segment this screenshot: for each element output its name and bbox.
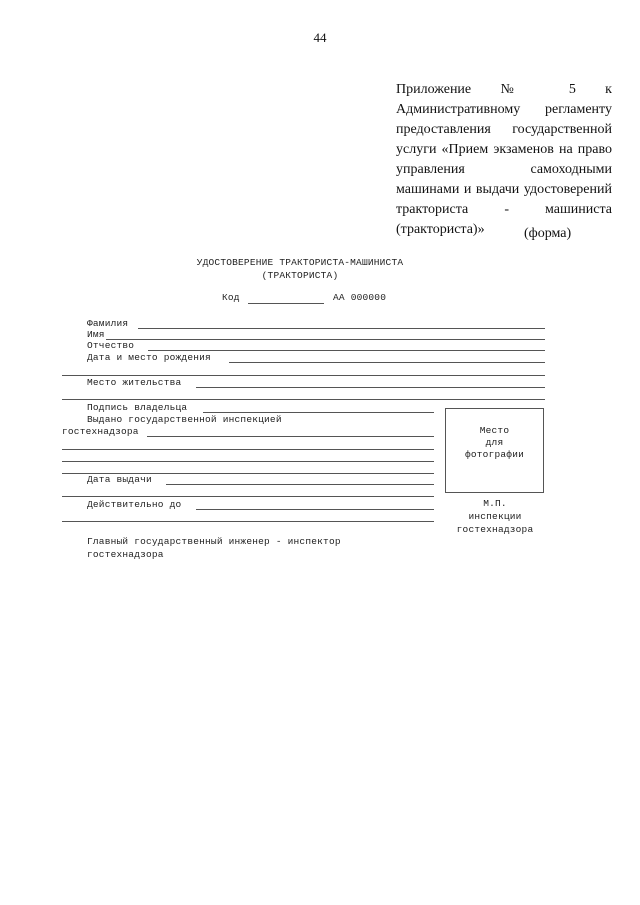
valid-until-label: Действительно до <box>87 499 182 510</box>
blank-line <box>62 375 545 376</box>
blank-line <box>62 449 434 450</box>
issued-by-line <box>147 436 434 437</box>
issued-by-label: Выдано государственной инспекцией <box>87 414 282 425</box>
residence-label: Место жительства <box>87 377 182 388</box>
photo-placeholder-text <box>446 425 543 461</box>
stamp-line3: гостехнадзора <box>456 524 534 535</box>
surname-line <box>138 328 545 329</box>
form-label: (форма) <box>524 226 572 241</box>
surname-label: Фамилия <box>87 318 129 329</box>
residence-line <box>196 387 545 388</box>
chief-line1: Главный государственный инженер - инспектор <box>87 536 341 547</box>
page-number: 44 <box>313 30 327 45</box>
photo-placeholder <box>445 408 544 493</box>
chief-line2: гостехнадзора <box>87 549 164 560</box>
birth-label: Дата и место рождения <box>87 352 211 363</box>
stamp-line1: М.П. <box>483 498 507 509</box>
name-line <box>106 339 545 340</box>
appendix-reference: Приложение № 5 к Административному регламенту предоставления государственной услуги «Прием экзаменов на право управления самоходными машинами и выдачи удостоверений тракториста - машиниста (тракториста)» <box>396 82 612 237</box>
blank-line <box>62 461 434 462</box>
blank-line <box>62 521 434 522</box>
stamp-line2: инспекции <box>468 511 522 522</box>
blank-line <box>62 496 434 497</box>
code-field-line <box>248 303 324 304</box>
birth-line <box>229 362 545 363</box>
issue-date-line <box>166 484 434 485</box>
series-number: АА 000000 <box>333 292 387 303</box>
owner-signature-line <box>203 412 434 413</box>
issue-date-label: Дата выдачи <box>87 474 152 485</box>
photo-text-line3: фотографии <box>464 449 524 460</box>
name-label: Имя <box>87 329 105 340</box>
code-label: Код <box>222 292 240 303</box>
chief-engineer-signature <box>87 535 341 561</box>
patronymic-label: Отчество <box>87 340 135 351</box>
certificate-title-line1: УДОСТОВЕРЕНИЕ ТРАКТОРИСТА-МАШИНИСТА <box>196 257 404 268</box>
certificate-title <box>150 256 450 282</box>
stamp-place <box>440 497 550 536</box>
owner-signature-label: Подпись владельца <box>87 402 188 413</box>
photo-text-line1: Место <box>479 425 510 436</box>
valid-until-line <box>196 509 434 510</box>
blank-line <box>62 399 545 400</box>
certificate-title-line2: (ТРАКТОРИСТА) <box>261 270 339 281</box>
patronymic-line <box>148 350 545 351</box>
photo-text-line2: для <box>485 437 504 448</box>
issued-by-label-cont: гостехнадзора <box>62 426 139 437</box>
